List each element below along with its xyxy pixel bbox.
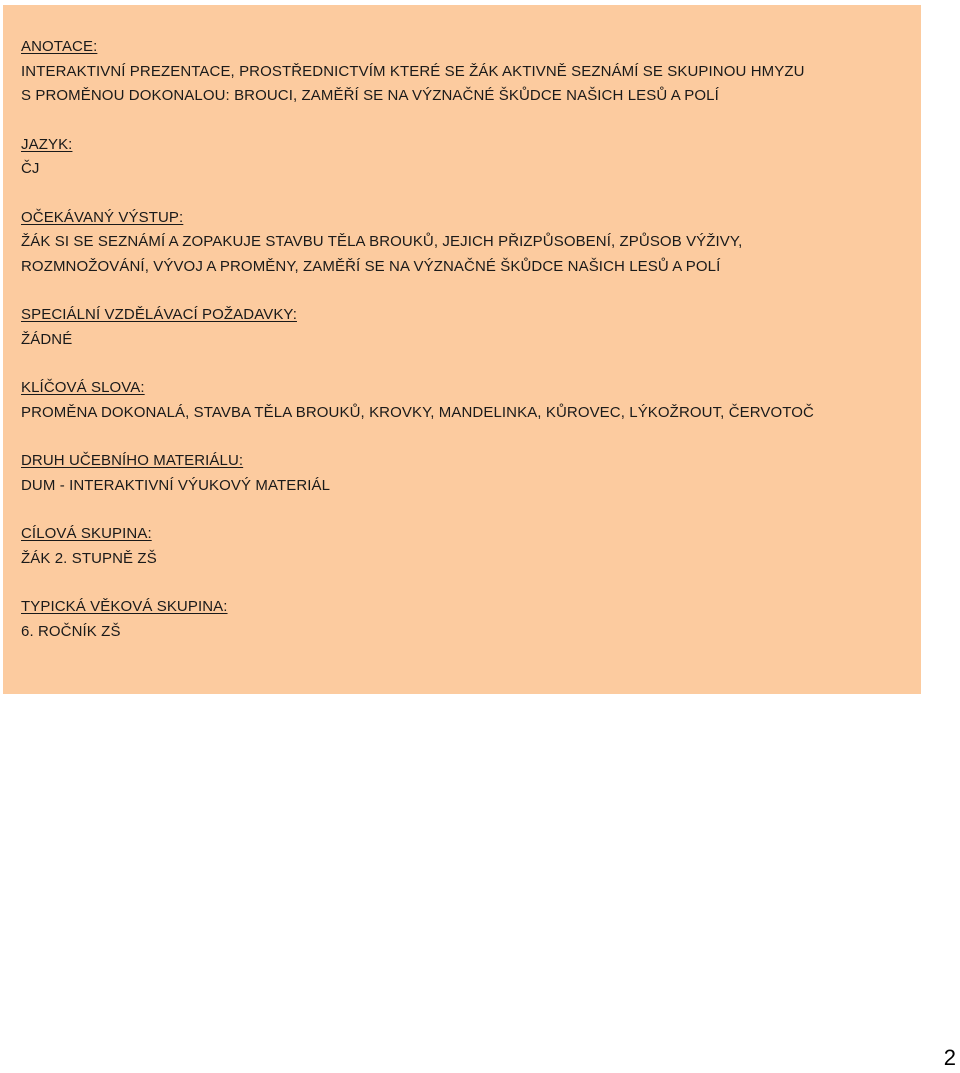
section-text-line: ČJ	[21, 160, 40, 177]
section-text-line: ROZMNOŽOVÁNÍ, VÝVOJ A PROMĚNY, ZAMĚŘÍ SE NA VÝZNAČNÉ ŠKŮDCE NAŠICH LESŮ A POLÍ	[21, 257, 721, 275]
section-heading: SPECIÁLNÍ VZDĚLÁVACÍ POŽADAVKY:	[21, 306, 297, 323]
section-jazyk	[21, 133, 921, 182]
section-heading: KLÍČOVÁ SLOVA:	[21, 379, 145, 396]
section-text-line: ŽÁDNÉ	[21, 330, 73, 348]
section-text-line: DUM - INTERAKTIVNÍ VÝUKOVÝ MATERIÁL	[21, 476, 331, 494]
section-heading: JAZYK:	[21, 135, 73, 153]
section-heading: ANOTACE:	[21, 38, 98, 55]
section-klicova-slova	[21, 376, 921, 425]
section-text-line: ŽÁK 2. STUPNĚ ZŠ	[21, 549, 157, 567]
section-heading: TYPICKÁ VĚKOVÁ SKUPINA:	[21, 598, 228, 615]
section-specialni-pozadavky	[21, 303, 921, 352]
section-text-line: PROMĚNA DOKONALÁ, STAVBA TĚLA BROUKŮ, KROVKY, MANDELINKA, KŮROVEC, LÝKOŽROUT, ČERVOTOČ	[21, 403, 814, 421]
annotation-panel	[3, 5, 921, 694]
section-anotace	[21, 35, 921, 109]
section-druh-materialu	[21, 449, 921, 498]
section-text-line: ŽÁK SI SE SEZNÁMÍ A ZOPAKUJE STAVBU TĚLA BROUKŮ, JEJICH PŘIZPŮSOBENÍ, ZPŮSOB VÝŽIVY,	[21, 233, 743, 250]
section-heading: DRUH UČEBNÍHO MATERIÁLU:	[21, 452, 244, 469]
section-heading: OČEKÁVANÝ VÝSTUP:	[21, 208, 184, 226]
section-ocekavany-vystup	[21, 206, 921, 280]
section-text-line: 6. ROČNÍK ZŠ	[21, 622, 121, 640]
section-heading: CÍLOVÁ SKUPINA:	[21, 525, 152, 542]
section-text-line: INTERAKTIVNÍ PREZENTACE, PROSTŘEDNICTVÍM KTERÉ SE ŽÁK AKTIVNĚ SEZNÁMÍ SE SKUPINOU HMYZU	[21, 62, 805, 80]
section-vekova-skupina	[21, 595, 921, 644]
section-text-line: S PROMĚNOU DOKONALOU: BROUCI, ZAMĚŘÍ SE NA VÝZNAČNÉ ŠKŮDCE NAŠICH LESŮ A POLÍ	[21, 87, 719, 104]
section-cilova-skupina	[21, 522, 921, 571]
page-number: 2	[943, 1045, 956, 1070]
